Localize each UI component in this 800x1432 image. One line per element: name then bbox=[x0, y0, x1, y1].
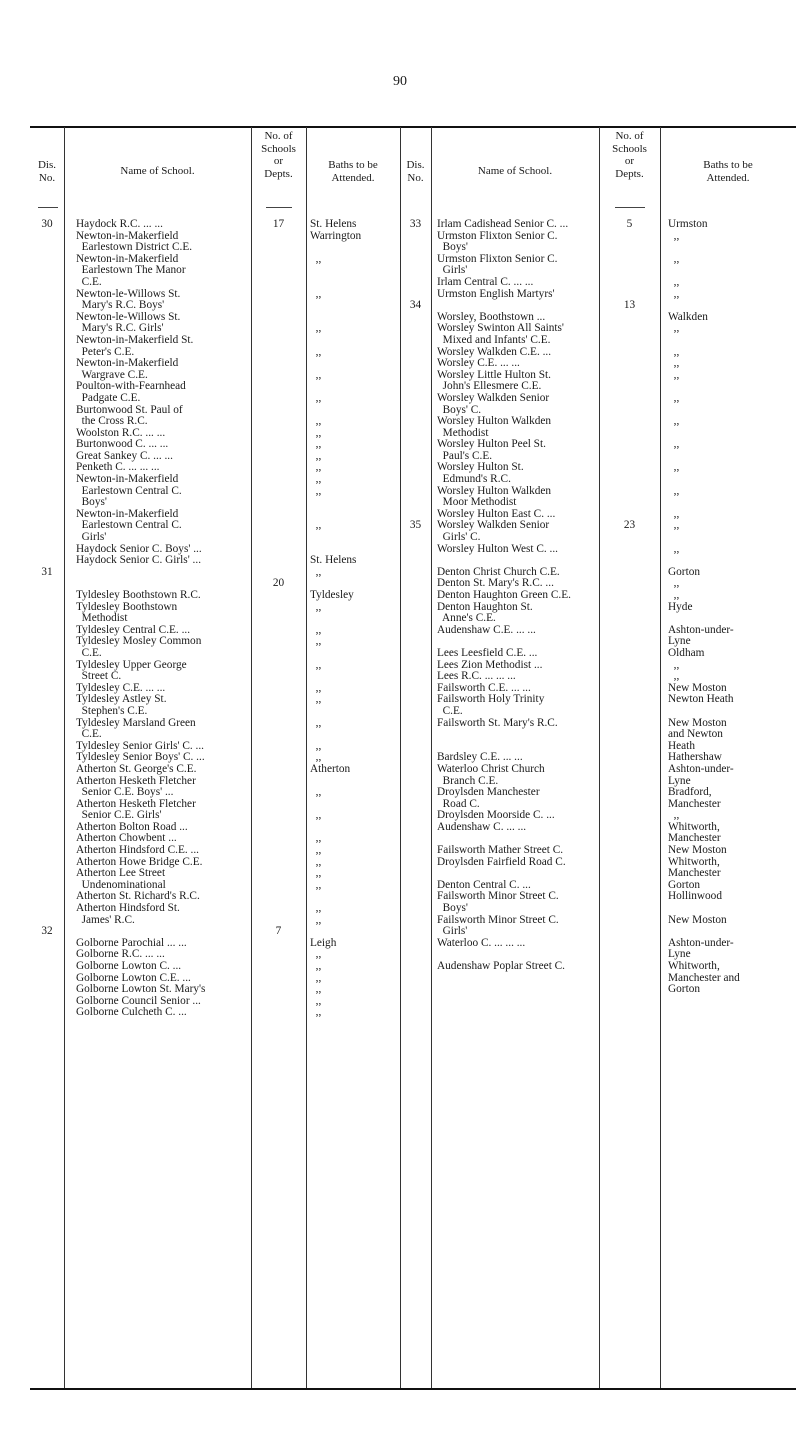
baths-left: St. Helens Warrington ,, ,, ,, ,, ,, ,, ,, ,, ,, ,, ,, ,, ,, ,, St. Helens ,, Tyldesley ,, ,, ,, ,, ,, ,, ,, ,, ,, Atherton ,, ,, ,, ,, ,, ,, ,, ,, ,, Leigh ,, ,, ,, ,, ,, ,, bbox=[310, 218, 362, 1019]
header-baths: Baths to be Attended. bbox=[703, 159, 753, 184]
baths-right: Urmston ,, ,, ,, ,, Walkden ,, ,, ,, ,, ,, ,, ,, ,, ,, ,, ,, ,, Gorton ,, ,, Hyde Ashton-under- Lyne Oldham ,, ,, New Moston Newton Heath New Moston and Newton Heath Hathershaw Ashton-under- Lyne Bradford, Manchester ,, Whitworth, Manchester New Moston Whitworth, Manchester Gorton Hollinwood New Moston Ashton-under- Lyne Whitworth, Manchester and Gorton bbox=[668, 218, 740, 996]
school-names-left: Haydock R.C. ... ... Newton-in-Makerfield Earlestown District C.E. Newton-in-Makerfield Earlestown The Manor C.E. Newton-le-Willows St. Mary's R.C. Boys' Newton-le-Willows St. Mary's R.C. Girls' Newton-in-Makerfield St. Peter's C.E. Newton-in-Makerfield Wargrave C.E. Poulton-with-Fearnhead Padgate C.E. Burtonwood St. Paul of the Cross R.C. Woolston R.C. ... ... Burtonwood C. ... ... Great Sankey C. ... ... Penketh C. ... ... ... Newton-in-Makerfield Earlestown Central C. Boys' Newton-in-Makerfield Earlestown Central C. Girls' Haydock Senior C. Boys' ... Haydock Senior C. Girls' ... Tyldesley Boothstown R.C. Tyldesley Boothstown Methodist Tyldesley Central C.E. ... Tyldesley Mosley Common C.E. Tyldesley Upper George Street C. Tyldesley C.E. ... ... Tyldesley Astley St. Stephen's C.E. Tyldesley Marsland Green C.E. Tyldesley Senior Girls' C. ... Tyldesley Senior Boys' C. ... Atherton St. George's C.E. Atherton Hesketh Fletcher Senior C.E. Boys' ... Atherton Hesketh Fletcher Senior C.E. Girls' Atherton Bolton Road ... Atherton Chowbent ... Atherton Hindsford C.E. ... Atherton Howe Bridge C.E. Atherton Lee Street Undenominational Atherton St. Richard's R.C. Atherton Hindsford St. James' R.C. Golborne Parochial ... ... Golborne R.C. ... ... Golborne Lowton C. ... Golborne Lowton C.E. ... Golborne Lowton St. Mary's Golborne Council Senior ... Golborne Culcheth C. ... bbox=[76, 218, 206, 1019]
header-no-of-schools: No. of Schools or Depts. bbox=[612, 130, 647, 180]
table-top-rule bbox=[30, 126, 796, 128]
header-name-of-school: Name of School. bbox=[120, 165, 195, 177]
header-underline bbox=[38, 207, 58, 208]
header-no-of-schools: No. of Schools or Depts. bbox=[261, 130, 296, 180]
header-name-of-school: Name of School. bbox=[477, 165, 553, 177]
school-counts-right: 5 13 23 bbox=[623, 218, 636, 532]
header-dis-no: Dis. No. bbox=[406, 159, 425, 184]
district-numbers-right: 33 34 35 bbox=[409, 218, 422, 532]
table-bottom-rule bbox=[30, 1388, 796, 1390]
district-numbers-left: 30 31 32 bbox=[41, 218, 53, 938]
school-names-right: Irlam Cadishead Senior C. ... Urmston Flixton Senior C. Boys' Urmston Flixton Senior C. Girls' Irlam Central C. ... ... Urmston English Martyrs' Worsley, Boothstown ... Worsley Swinton All Saints' Mixed and Infants' C.E. Worsley Walkden C.E. ... Worsley C.E. ... ... Worsley Little Hulton St. John's Ellesmere C.E. Worsley Walkden Senior Boys' C. Worsley Hulton Walkden Methodist Worsley Hulton Peel St. Paul's C.E. Worsley Hulton St. Edmund's R.C. Worsley Hulton Walkden Moor Methodist Worsley Hulton East C. ... Worsley Walkden Senior Girls' C. Worsley Hulton West C. ... Denton Christ Church C.E. Denton St. Mary's R.C. ... Denton Haughton Green C.E. Denton Haughton St. Anne's C.E. Audenshaw C.E. ... ... Lees Leesfield C.E. ... Lees Zion Methodist ... Lees R.C. ... ... ... Failsworth C.E. ... ... Failsworth Holy Trinity C.E. Failsworth St. Mary's R.C. Bardsley C.E. ... ... Waterloo Christ Church Branch C.E. Droylsden Manchester Road C. Droylsden Moorside C. ... Audenshaw C. ... ... Failsworth Mather Street C. Droylsden Fairfield Road C. Denton Central C. ... Failsworth Minor Street C. Boys' Failsworth Minor Street C. Girls' Waterloo C. ... ... ... Audenshaw Poplar Street C. bbox=[437, 218, 571, 972]
column-divider bbox=[431, 127, 432, 1388]
school-counts-left: 17 20 7 bbox=[272, 218, 285, 938]
header-baths: Baths to be Attended. bbox=[328, 159, 378, 184]
column-divider bbox=[660, 127, 661, 1388]
column-divider bbox=[306, 127, 307, 1388]
header-underline bbox=[266, 207, 292, 208]
header-underline bbox=[615, 207, 645, 208]
page-number: 90 bbox=[393, 74, 407, 89]
column-divider bbox=[64, 127, 65, 1388]
header-dis-no: Dis. No. bbox=[37, 159, 57, 184]
